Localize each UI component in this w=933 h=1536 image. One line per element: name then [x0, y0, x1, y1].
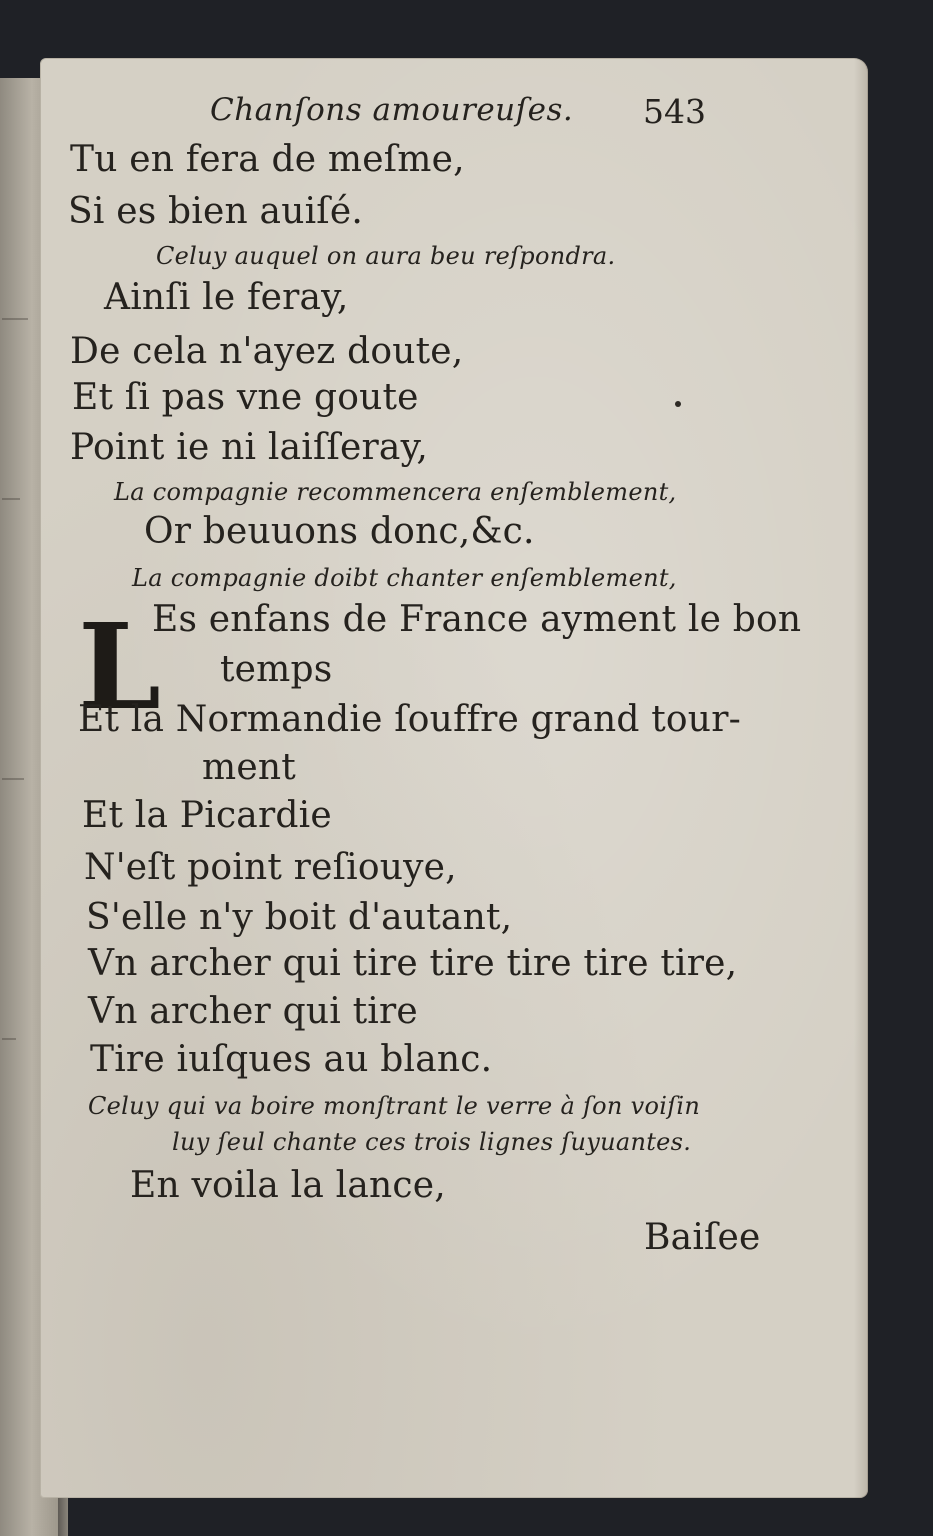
rubric-line: La compagnie doibt chanter enſemblement,: [132, 564, 677, 592]
verse-line: Tu en fera de meſme,: [70, 139, 465, 180]
verse-line: ment: [202, 747, 296, 788]
verse-line: Es enfans de France ayment le bon: [152, 599, 802, 640]
page-edge-shadow: [854, 58, 868, 1498]
rubric-line: La compagnie recommencera enſemblement,: [114, 478, 677, 506]
verse-line: Vn archer qui tire: [88, 991, 418, 1032]
rubric-line: Celuy qui va boire monſtrant le verre à ſon voiſin: [88, 1092, 701, 1120]
page-number: 543: [643, 92, 706, 131]
bleed-mark: [2, 1038, 16, 1040]
verse-line: Et la Normandie ſouffre grand tour-: [78, 699, 741, 740]
verse-line: N'eſt point reſiouye,: [84, 847, 457, 888]
bleed-mark: [2, 498, 20, 500]
ink-speck: [675, 401, 681, 407]
bleed-mark: [2, 778, 24, 780]
verse-line: Et la Picardie: [82, 795, 332, 836]
running-head: Chanſons amoureuſes.: [210, 92, 574, 128]
verse-line: Vn archer qui tire tire tire tire tire,: [88, 943, 738, 984]
book-page: [40, 58, 868, 1498]
rubric-line: Celuy auquel on aura beu reſpondra.: [156, 242, 616, 270]
verse-line: S'elle n'y boit d'autant,: [86, 897, 513, 938]
verse-line: Tire iuſques au blanc.: [90, 1039, 493, 1080]
rubric-line: luy ſeul chante ces trois lignes ſuyuantes.: [172, 1128, 692, 1156]
verse-line: Point ie ni laiſſeray,: [70, 427, 428, 468]
verse-line: En voila la lance,: [130, 1165, 446, 1206]
verse-line: De cela n'ayez doute,: [70, 331, 464, 372]
verse-line: Et ſi pas vne goute: [72, 377, 419, 418]
drop-capital: L: [78, 597, 161, 736]
verse-line: temps: [220, 649, 333, 690]
verse-line: Si es bien auiſé.: [68, 191, 363, 232]
bleed-mark: [2, 318, 28, 320]
verse-line: Ainſi le feray,: [104, 277, 349, 318]
verse-line: Or beuuons donc,&c.: [144, 511, 535, 552]
catchword: Baiſee: [644, 1217, 761, 1258]
